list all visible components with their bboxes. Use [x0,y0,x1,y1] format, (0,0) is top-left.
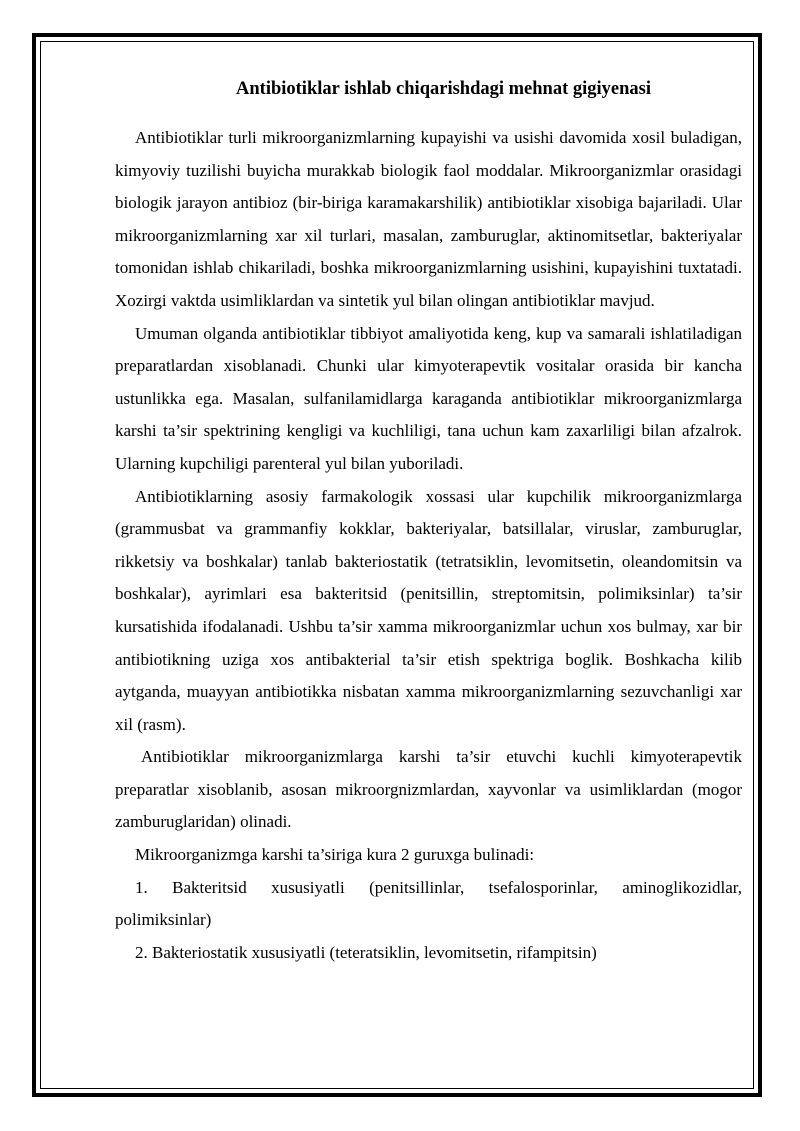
list-item-1: 1. Bakteritsid xususiyatli (penitsillinlar, tsefalosporinlar, aminoglikozidlar, polimiksinlar) [115,877,742,930]
paragraph-3: Antibiotiklarning asosiy farmakologik xossasi ular kupchilik mikroorganizmlarga (grammusbat va grammanfiy kokklar, bakteriyalar, batsillalar, viruslar, zamburuglar, rikketsiy va boshkalar) tanlab bakteriostatik (tetratsiklin, levomitsetin, oleandomitsin va boshkalar), ayrimlari esa bakteritsid (penitsillin, streptomitsin, polimiksinlar) ta’sir kursatishida ifodalanadi. Ushbu ta’sir xamma mikroorganizmlar uchun xos bulmay, xar bir antibiotikning uziga xos antibakterial ta’sir etish spektriga boglik. Boshkacha kilib aytganda, muayyan antibiotikka nisbatan xamma mikroorganizmlarning sezuvchanligi xar xil (rasm). [115,486,742,734]
document-body [115,72,742,969]
paragraph-4: Antibiotiklar mikroorganizmlarga karshi ta’sir etuvchi kuchli kimyoterapevtik preparatlar xisoblanib, asosan mikroorgnizmlardan, xayvonlar va usimliklardan (mogor zamburuglaridan) olinadi. [115,747,742,832]
list-item-2: 2. Bakteriostatik xususiyatli (teteratsiklin, levomitsetin, rifampitsin) [135,942,597,962]
paragraph-1: Antibiotiklar turli mikroorganizmlarning kupayishi va usishi davomida xosil buladigan, kimyoviy tuzilishi buyicha murakkab biologik faol moddalar. Mikroorganizmlar orasidagi biologik jarayon antibioz (bir-biriga karamakarshilik) antibiotiklar xisobiga bajariladi. Ular mikroorganizmlarning xar xil turlari, masalan, zamburuglar, aktinomitsetlar, bakteriyalar tomonidan ishlab chikariladi, boshka mikroorganizmlarning usishini, kupayishini tuxtatadi. Xozirgi vaktda usimliklardan va sintetik yul bilan olingan antibiotiklar mavjud. [115,128,742,310]
document-title: Antibiotiklar ishlab chiqarishdagi mehnat gigiyenasi [236,79,651,99]
paragraph-2: Umuman olganda antibiotiklar tibbiyot amaliyotida keng, kup va samarali ishlatiladigan preparatlardan xisoblanadi. Chunki ular kimyoterapevtik vositalar orasida bir kancha ustunlikka ega. Masalan, sulfanilamidlarga karaganda antibiotiklar mikroorganizmlarga karshi ta’sir spektrining kengligi va kuchliligi, tana uchun kam zaxarliligi bilan afzalrok. Ularning kupchiligi parenteral yul bilan yuboriladi. [115,323,742,473]
paragraph-5: Mikroorganizmga karshi ta’siriga kura 2 guruxga bulinadi: [135,845,535,865]
